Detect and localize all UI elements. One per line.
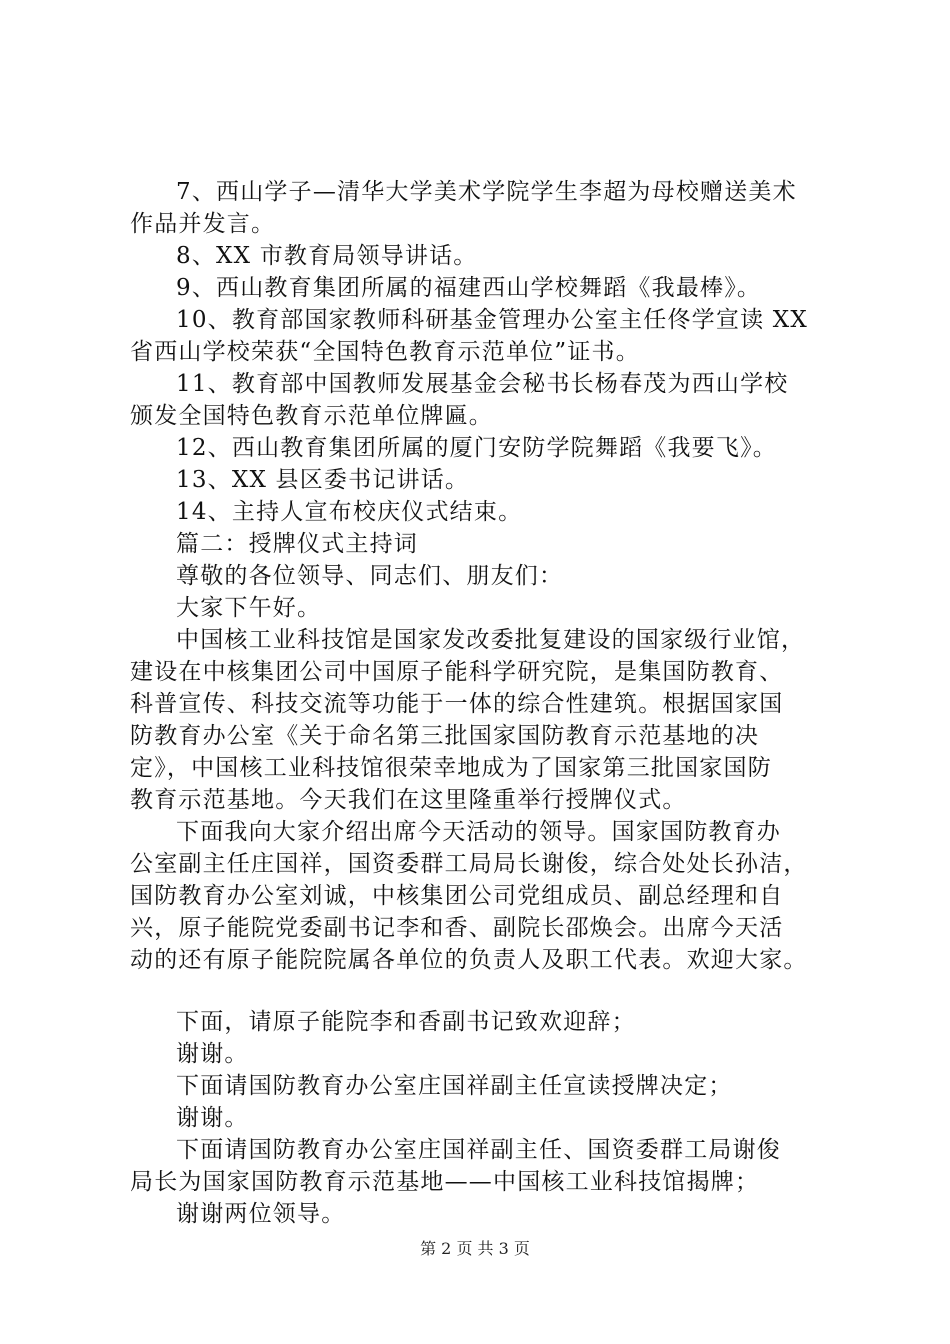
list-item-12: 12、西山教育集团所属的厦门安防学院舞蹈《我要飞》。: [176, 435, 777, 461]
paragraph-1-line-6: 教育示范基地。今天我们在这里隆重举行授牌仪式。: [130, 787, 687, 813]
procedure-line-5: 下面请国防教育办公室庄国祥副主任、国资委群工局谢俊: [176, 1137, 781, 1163]
paragraph-2-line-5: 动的还有原子能院院属各单位的负责人及职工代表。欢迎大家。: [130, 947, 808, 973]
list-item-11-line-1: 11、教育部中国教师发展基金会秘书长杨春茂为西山学校: [176, 371, 789, 397]
greeting: 大家下午好。: [176, 595, 322, 621]
list-item-11-line-2: 颁发全国特色教育示范单位牌匾。: [130, 403, 493, 429]
paragraph-2-line-1: 下面我向大家介绍出席今天活动的领导。国家国防教育办: [176, 819, 781, 845]
procedure-line-7: 谢谢两位领导。: [176, 1201, 346, 1227]
list-item-10-line-1: 10、教育部国家教师科研基金管理办公室主任佟学宣读 XX: [176, 307, 808, 333]
paragraph-1-line-3: 科普宣传、科技交流等功能于一体的综合性建筑。根据国家国: [130, 691, 784, 717]
paragraph-2-line-3: 国防教育办公室刘诚，中核集团公司党组成员、副总经理和自: [130, 883, 784, 909]
list-item-7-line-2: 作品并发言。: [130, 211, 276, 237]
paragraph-2-line-2: 公室副主任庄国祥，国资委群工局局长谢俊，综合处处长孙洁，: [130, 851, 808, 877]
procedure-line-3: 下面请国防教育办公室庄国祥副主任宣读授牌决定；: [176, 1073, 733, 1099]
paragraph-1-line-5: 定》，中国核工业科技馆很荣幸地成为了国家第三批国家国防: [130, 755, 772, 781]
list-item-13: 13、XX 县区委书记讲话。: [176, 467, 470, 493]
paragraph-1-line-1: 中国核工业科技馆是国家发改委批复建设的国家级行业馆，: [176, 627, 806, 653]
procedure-line-4: 谢谢。: [176, 1105, 249, 1131]
procedure-line-6: 局长为国家国防教育示范基地——中国核工业科技馆揭牌；: [130, 1169, 760, 1195]
page-footer: 第 2 页 共 3 页: [420, 1239, 530, 1258]
paragraph-1-line-4: 防教育办公室《关于命名第三批国家国防教育示范基地的决: [130, 723, 760, 749]
procedure-line-1: 下面，请原子能院李和香副书记致欢迎辞；: [176, 1009, 636, 1035]
list-item-7-line-1: 7、西山学子—清华大学美术学院学生李超为母校赠送美术: [176, 179, 797, 205]
section-heading: 篇二：授牌仪式主持词: [176, 531, 418, 557]
salutation: 尊敬的各位领导、同志们、朋友们：: [176, 563, 564, 589]
list-item-10-line-2: 省西山学校荣获“全国特色教育示范单位”证书。: [130, 339, 640, 365]
procedure-line-2: 谢谢。: [176, 1041, 249, 1067]
list-item-9: 9、西山教育集团所属的福建西山学校舞蹈《我最棒》。: [176, 275, 762, 301]
paragraph-2-line-4: 兴，原子能院党委副书记李和香、副院长邵焕会。出席今天活: [130, 915, 784, 941]
document-body: [130, 176, 850, 1230]
paragraph-1-line-2: 建设在中核集团公司中国原子能科学研究院，是集国防教育、: [130, 659, 784, 685]
list-item-8: 8、XX 市教育局领导讲话。: [176, 243, 478, 269]
list-item-14: 14、主持人宣布校庆仪式结束。: [176, 499, 523, 525]
paragraph-gap: [130, 976, 850, 1006]
